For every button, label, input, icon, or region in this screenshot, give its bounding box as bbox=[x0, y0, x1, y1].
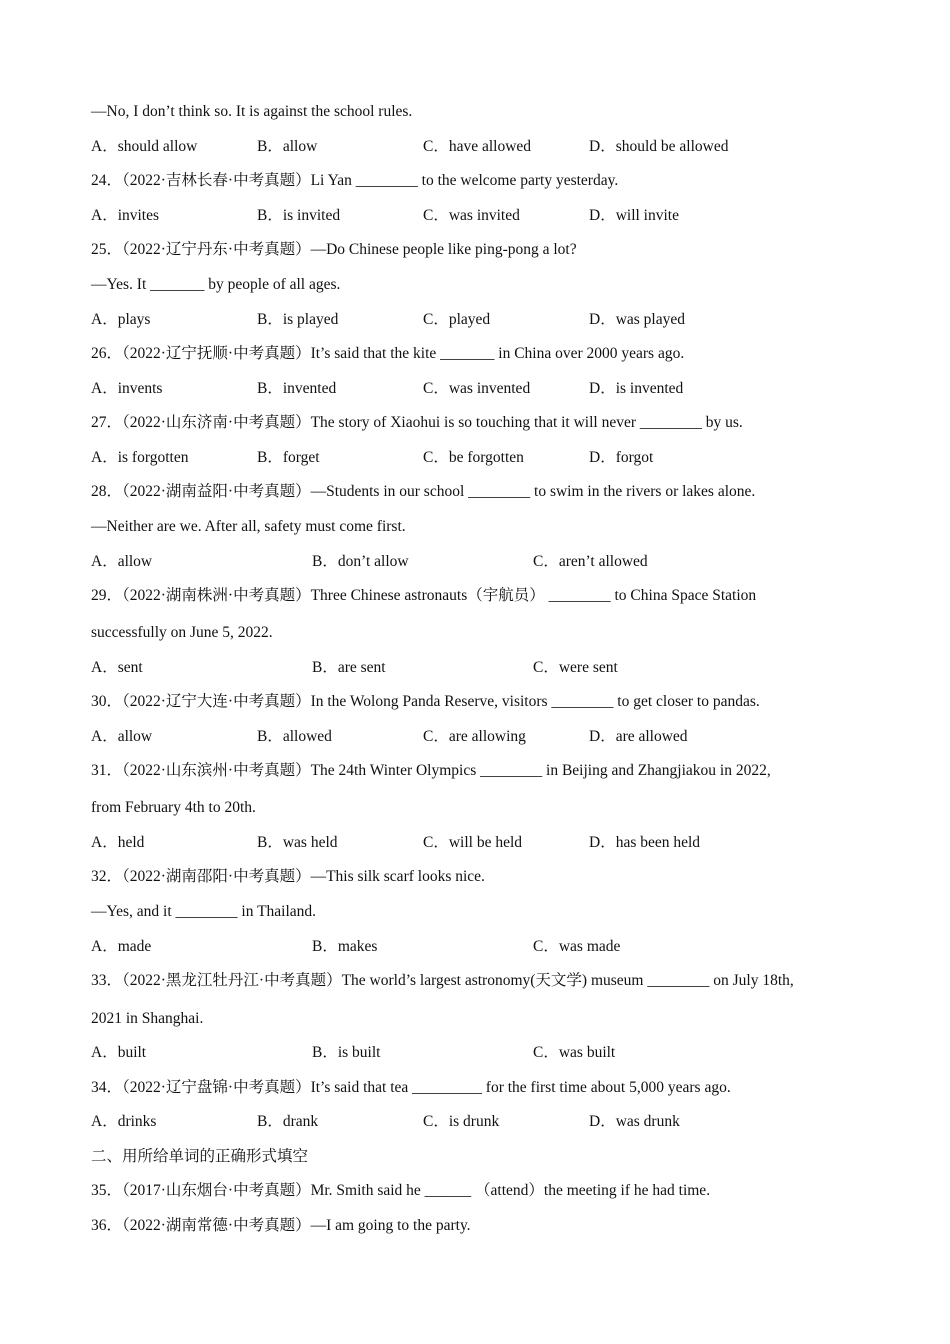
option-b: B．drank bbox=[257, 1113, 319, 1130]
question-30: 30．（2022·辽宁大连·中考真题）In the Wolong Panda Reserve, visitors ________ to get closer to pandas. bbox=[91, 693, 760, 710]
question-25: 25．（2022·辽宁丹东·中考真题）—Do Chinese people like ping-pong a lot? bbox=[91, 241, 577, 258]
option-c: C．was invited bbox=[423, 207, 520, 224]
question-29-continued: successfully on June 5, 2022. bbox=[91, 624, 273, 641]
option-b: B．allow bbox=[257, 138, 318, 155]
option-b: B．invented bbox=[257, 380, 337, 397]
option-d: D．has been held bbox=[589, 834, 701, 851]
option-c: C．was built bbox=[533, 1044, 616, 1061]
option-b: B．is built bbox=[312, 1044, 381, 1061]
option-a: A．plays bbox=[91, 311, 151, 328]
option-a: A．drinks bbox=[91, 1113, 157, 1130]
question-27: 27．（2022·山东济南·中考真题）The story of Xiaohui is so touching that it will never ________ by us. bbox=[91, 414, 743, 431]
question-31-continued: from February 4th to 20th. bbox=[91, 799, 256, 816]
options-q23 bbox=[91, 137, 891, 157]
option-b: B．are sent bbox=[312, 659, 386, 676]
option-a: A．allow bbox=[91, 728, 153, 745]
option-b: B．don’t allow bbox=[312, 553, 409, 570]
option-b: B．is played bbox=[257, 311, 339, 328]
option-c: C．was invented bbox=[423, 380, 531, 397]
answer-line-q25: —Yes. It _______ by people of all ages. bbox=[91, 276, 341, 293]
option-c: C．are allowing bbox=[423, 728, 526, 745]
question-33: 33．（2022·黑龙江牡丹江·中考真题）The world’s largest astronomy(天文学) museum ________ on July 18th, bbox=[91, 972, 794, 989]
question-32: 32．（2022·湖南邵阳·中考真题）—This silk scarf looks nice. bbox=[91, 868, 485, 885]
option-d: D．was drunk bbox=[589, 1113, 680, 1130]
options-q31 bbox=[91, 833, 891, 853]
option-a: A．built bbox=[91, 1044, 147, 1061]
question-36: 36．（2022·湖南常德·中考真题）—I am going to the party. bbox=[91, 1217, 471, 1234]
options-q28 bbox=[91, 552, 891, 572]
option-c: C．were sent bbox=[533, 659, 618, 676]
option-a: A．is forgotten bbox=[91, 449, 189, 466]
question-31: 31．（2022·山东滨州·中考真题）The 24th Winter Olympics ________ in Beijing and Zhangjiakou in 2022, bbox=[91, 762, 771, 779]
question-24: 24．（2022·吉林长春·中考真题）Li Yan ________ to the welcome party yesterday. bbox=[91, 172, 619, 189]
option-d: D．will invite bbox=[589, 207, 679, 224]
answer-line-q28: —Neither are we. After all, safety must come first. bbox=[91, 518, 406, 535]
question-28: 28．（2022·湖南益阳·中考真题）—Students in our school ________ to swim in the rivers or lakes alone. bbox=[91, 483, 756, 500]
option-a: A．made bbox=[91, 938, 152, 955]
option-a: A．invites bbox=[91, 207, 160, 224]
options-q27 bbox=[91, 448, 891, 468]
option-a: A．allow bbox=[91, 553, 153, 570]
options-q33 bbox=[91, 1043, 891, 1063]
option-a: A．invents bbox=[91, 380, 163, 397]
question-26: 26．（2022·辽宁抚顺·中考真题）It’s said that the kite _______ in China over 2000 years ago. bbox=[91, 345, 685, 362]
options-q24 bbox=[91, 206, 891, 226]
option-d: D．forgot bbox=[589, 449, 654, 466]
options-q26 bbox=[91, 379, 891, 399]
option-c: C．played bbox=[423, 311, 491, 328]
options-q29 bbox=[91, 658, 891, 678]
option-b: B．forget bbox=[257, 449, 320, 466]
option-d: D．was played bbox=[589, 311, 685, 328]
option-c: C．was made bbox=[533, 938, 621, 955]
options-q30 bbox=[91, 727, 891, 747]
option-c: C．aren’t allowed bbox=[533, 553, 648, 570]
option-d: D．is invented bbox=[589, 380, 684, 397]
question-33-continued: 2021 in Shanghai. bbox=[91, 1010, 204, 1027]
option-b: B．was held bbox=[257, 834, 338, 851]
option-c: C．be forgotten bbox=[423, 449, 524, 466]
section-heading: 二、用所给单词的正确形式填空 bbox=[91, 1148, 309, 1165]
answer-line-q23: —No, I don’t think so. It is against the school rules. bbox=[91, 103, 413, 120]
question-35: 35．（2017·山东烟台·中考真题）Mr. Smith said he ______ （attend）the meeting if he had time. bbox=[91, 1182, 711, 1199]
question-29: 29．（2022·湖南株洲·中考真题）Three Chinese astronauts（宇航员） ________ to China Space Station bbox=[91, 587, 757, 604]
option-a: A．should allow bbox=[91, 138, 198, 155]
option-a: A．held bbox=[91, 834, 145, 851]
option-c: C．is drunk bbox=[423, 1113, 500, 1130]
option-d: D．are allowed bbox=[589, 728, 688, 745]
answer-line-q32: —Yes, and it ________ in Thailand. bbox=[91, 903, 317, 920]
option-a: A．sent bbox=[91, 659, 143, 676]
option-c: C．will be held bbox=[423, 834, 523, 851]
options-q25 bbox=[91, 310, 891, 330]
option-b: B．allowed bbox=[257, 728, 332, 745]
option-b: B．is invited bbox=[257, 207, 341, 224]
option-c: C．have allowed bbox=[423, 138, 532, 155]
options-q34 bbox=[91, 1112, 891, 1132]
option-b: B．makes bbox=[312, 938, 378, 955]
options-q32 bbox=[91, 937, 891, 957]
option-d: D．should be allowed bbox=[589, 138, 729, 155]
question-34: 34．（2022·辽宁盘锦·中考真题）It’s said that tea _________ for the first time about 5,000 years ago. bbox=[91, 1079, 731, 1096]
